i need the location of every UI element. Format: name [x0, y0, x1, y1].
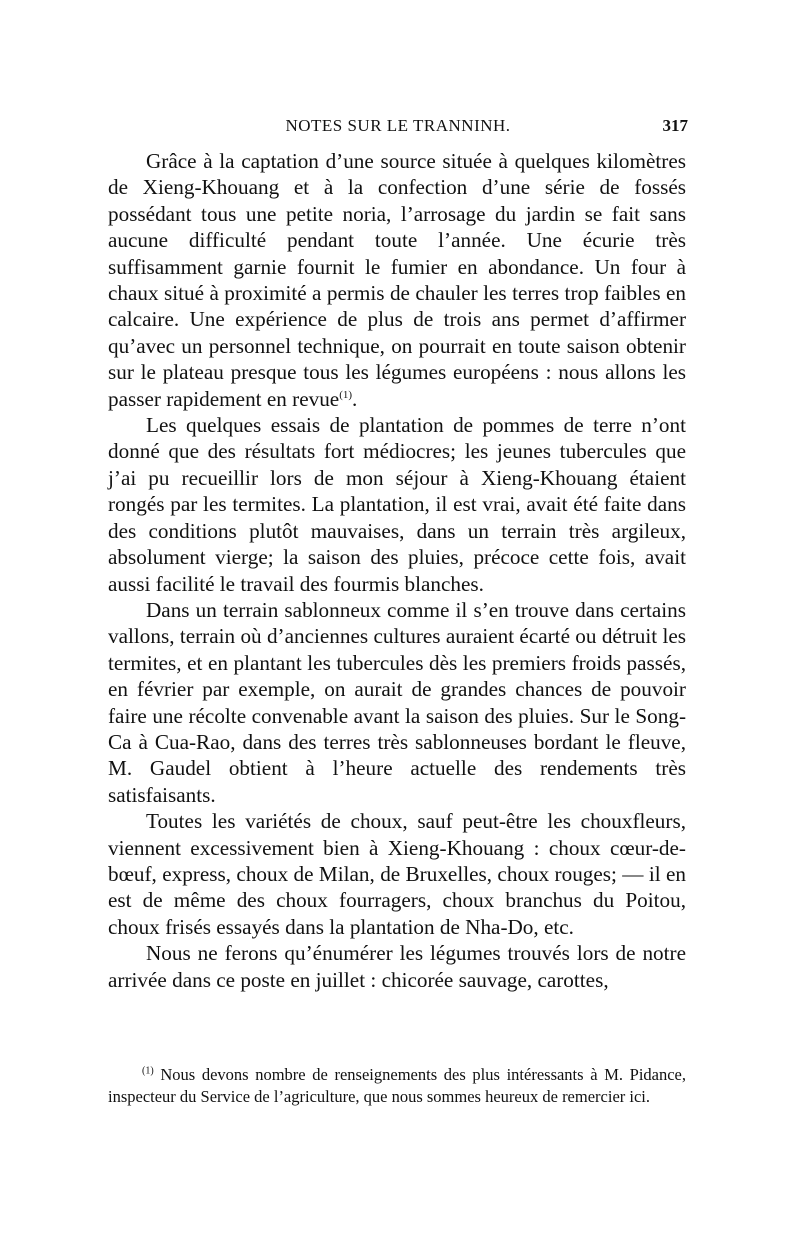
footnote-text: Nous devons nombre de renseignements des plus intéressants à M. Pidance, inspecteur du Service de l’agriculture, que nous sommes heureux de remercier ici. — [108, 1065, 686, 1106]
paragraph — [108, 148, 686, 412]
page-header — [108, 116, 688, 142]
footnote — [108, 1064, 686, 1108]
footnote-marker: (1) — [142, 1065, 154, 1077]
paragraph: Les quelques essais de plantation de pommes de terre n’ont donné que des résultats fort médiocres; les jeunes tubercules que j’ai pu recueillir lors de mon séjour à Xieng-Khouang étaient rongés par les termites. La plantation, il est vrai, avait été faite dans des conditions plutôt mauvaises, dans un terrain très argileux, absolument vierge; la saison des pluies, précoce cette fois, avait aussi facilité le travail des fourmis blanches. — [108, 413, 686, 596]
footnote-reference[interactable]: (1) — [339, 388, 353, 401]
body-text — [108, 148, 686, 993]
paragraph: Nous ne ferons qu’énumérer les légumes trouvés lors de notre arrivée dans ce poste en juillet : chicorée sauvage, carottes, — [108, 941, 686, 992]
paragraph-end: . — [352, 386, 358, 411]
paragraph-text: Grâce à la captation d’une source située à quelques kilomètres de Xieng-Khouang et à la confection d’une série de fossés possédant tous une petite noria, l’arrosage du jardin se fait sans aucune difficulté pendant toute l’année. Une écurie très suffisamment garnie fournit le fumier en abondance. Un four à chaux situé à proximité a permis de chauler les terres trop faibles en calcaire. Une expérience de plus de trois ans permet d’affirmer qu’avec un personnel technique, on pourrait en toute saison obtenir sur le plateau presque tous les légumes européens : nous allons les passer rapidement en revue — [108, 149, 686, 411]
footnote-paragraph — [108, 1064, 686, 1108]
running-title: NOTES SUR LE TRANNINH. — [285, 116, 511, 135]
paragraph: Toutes les variétés de choux, sauf peut-être les chouxfleurs, viennent excessivement bien à Xieng-Khouang : choux cœur-de-bœuf, express, choux de Milan, de Bruxelles, choux rouges; — il en est de même des choux fourragers, choux branchus du Poitou, choux frisés essayés dans la plantation de Nha-Do, etc. — [108, 809, 686, 939]
page-number: 317 — [662, 116, 688, 135]
paragraph: Dans un terrain sablonneux comme il s’en trouve dans certains vallons, terrain où d’anciennes cultures auraient écarté ou détruit les termites, et en plantant les tubercules dès les premiers froids passés, en février par exemple, on aurait de grandes chances de pouvoir faire une récolte convenable avant la saison des pluies. Sur le Song-Ca à Cua-Rao, dans des terres très sablonneuses bordant le fleuve, M. Gaudel obtient à l’heure actuelle des rendements très satisfaisants. — [108, 597, 686, 807]
